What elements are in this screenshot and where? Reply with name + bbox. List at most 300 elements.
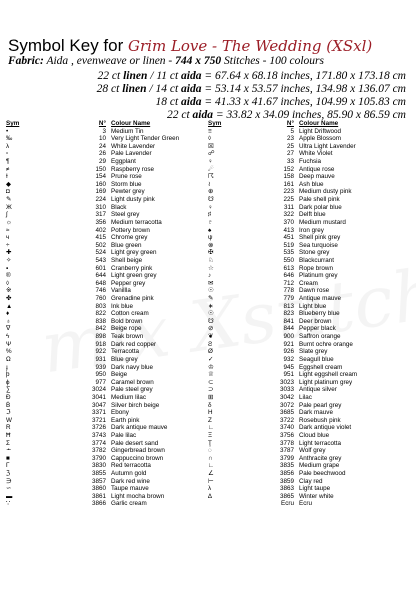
table-row (208, 249, 399, 257)
symbol-glyph: ∇ (6, 325, 11, 333)
table-row (6, 211, 201, 219)
thread-number: 413 (283, 226, 294, 234)
symbol-glyph: Ḃ (6, 401, 11, 409)
thread-number: 5 (290, 127, 294, 135)
colour-name: Blueberry blue (299, 310, 340, 318)
symbol-glyph: ◌ (208, 447, 212, 455)
colour-name: Blue grey (111, 355, 138, 363)
table-row (208, 303, 399, 311)
table-row (208, 394, 399, 402)
thread-number: 24 (98, 142, 106, 150)
table-row (208, 318, 399, 326)
thread-number: 161 (283, 180, 294, 188)
thread-number: 601 (95, 264, 106, 272)
table-row (6, 409, 201, 417)
table-row (6, 303, 201, 311)
colour-name: Ash blue (299, 180, 324, 188)
colour-name: Shell pink grey (299, 234, 341, 242)
symbol-glyph: ♁ (6, 317, 11, 325)
table-row (208, 333, 399, 341)
symbol-glyph: ▪ (6, 264, 9, 272)
table-row (208, 402, 399, 410)
table-row (6, 348, 201, 356)
thread-number: 3778 (279, 439, 294, 447)
symbol-glyph: ∑ (6, 386, 11, 394)
thread-number: 3756 (279, 431, 294, 439)
colour-name: Antique silver (299, 386, 337, 394)
symbol-glyph: Ø (208, 348, 213, 356)
thread-number: 3774 (91, 439, 106, 447)
thread-number: 613 (283, 264, 294, 272)
thread-number: 224 (95, 196, 106, 204)
colour-name: Dark antique mauve (111, 424, 168, 432)
symbol-glyph: Ħ (6, 431, 11, 439)
pattern-name: Grim Love - The Wedding (XSxl) (128, 37, 373, 55)
table-row (6, 128, 201, 136)
table-row (6, 432, 201, 440)
fabric-text: Aida , evenweave or linen - (43, 55, 176, 67)
table-row (6, 196, 201, 204)
table-row (208, 386, 399, 394)
symbol-glyph: ☋ (208, 317, 214, 325)
table-header-row (208, 120, 399, 128)
title-plain: Symbol Key for (8, 36, 128, 55)
thread-number: 3685 (279, 409, 294, 417)
table-row (6, 166, 201, 174)
thread-number: 3855 (91, 470, 106, 478)
symbol-glyph: λ (6, 142, 10, 150)
thread-number: 822 (95, 310, 106, 318)
thread-number: 3861 (91, 492, 106, 500)
colour-name: Pottery brown (111, 226, 150, 234)
colour-name: Ultra Light Lavender (299, 142, 356, 150)
thread-number: 939 (95, 363, 106, 371)
thread-number: 760 (95, 295, 106, 303)
symbol-glyph: ☼ (6, 218, 12, 226)
colour-name: Clay red (299, 477, 323, 485)
table-row (6, 333, 201, 341)
symbol-glyph: ∫ (6, 211, 8, 219)
colour-name: Medium grape (299, 462, 340, 470)
table-row (6, 356, 201, 364)
size-rest: = 67.64 x 68.18 inches, 171.80 x 173.18 cm (201, 70, 406, 82)
thread-number: 712 (283, 279, 294, 287)
symbol-glyph: ɟ (6, 363, 8, 371)
thread-number: 3740 (279, 424, 294, 432)
num-header: N° (98, 120, 106, 127)
size-prefix: 22 ct (97, 70, 124, 82)
size-bold2: aida (181, 83, 202, 95)
colour-name: Light platinum grey (299, 378, 353, 386)
table-row (6, 204, 201, 212)
symbol-glyph: ∋ (6, 477, 12, 485)
table-row (208, 204, 399, 212)
thread-number: 3024 (91, 386, 106, 394)
colour-name: Light dusty pink (111, 196, 155, 204)
symbol-glyph (208, 500, 232, 508)
symbol-glyph: ◊ (208, 135, 212, 143)
symbol-glyph: ◆ (6, 180, 11, 188)
colour-name: Iron grey (299, 226, 324, 234)
table-row (6, 257, 201, 265)
table-row (6, 272, 201, 280)
table-row (208, 432, 399, 440)
colour-name: Prune rose (111, 173, 142, 181)
symbol-glyph: ✧ (6, 256, 12, 264)
colour-name: Light taupe (299, 485, 331, 493)
thread-number: 3782 (91, 447, 106, 455)
colour-name: Earth pink (111, 416, 140, 424)
colour-name: Beige rope (111, 325, 142, 333)
table-row (208, 455, 399, 463)
colour-name: Cream (299, 279, 318, 287)
symbol-glyph: ⊂ (208, 378, 214, 386)
table-row (208, 128, 399, 136)
colour-name: Dark antique violet (299, 424, 352, 432)
fabric-rest: Stitches - 100 colours (221, 55, 324, 67)
thread-number: 225 (283, 196, 294, 204)
symbol-glyph: H (208, 409, 213, 417)
symbol-glyph: ☉ (208, 287, 214, 295)
symbol-glyph: ¶ (6, 158, 10, 166)
table-row (6, 440, 201, 448)
symbol-glyph: ⊃ (208, 386, 214, 394)
table-row (208, 227, 399, 235)
symbol-glyph: ≠ (6, 165, 10, 173)
table-row (6, 386, 201, 394)
colour-name: Eggshell cream (299, 363, 343, 371)
symbol-glyph: ℨ (6, 470, 10, 478)
table-row (6, 135, 201, 143)
thread-number: 524 (95, 249, 106, 257)
table-row (6, 188, 201, 196)
thread-number: 3790 (91, 454, 106, 462)
colour-name: Light blue (299, 302, 327, 310)
colour-name: Lilac (299, 393, 312, 401)
colour-name: Dark polar blue (299, 203, 342, 211)
symbol-glyph: ϟ (6, 333, 10, 341)
colour-name: Fuchsia (299, 158, 322, 166)
table-row (6, 158, 201, 166)
table-row (6, 462, 201, 470)
size-prefix: 18 ct (155, 96, 182, 108)
colour-name: White Violet (299, 150, 333, 158)
table-row (6, 341, 201, 349)
thread-number: 370 (283, 218, 294, 226)
table-row (6, 242, 201, 250)
symbol-glyph: ≈ (6, 226, 10, 234)
num-header: N° (286, 120, 294, 127)
size-bold: linen (122, 83, 147, 95)
symbol-glyph: δ (208, 401, 212, 409)
symbol-glyph: Ж (6, 203, 12, 211)
table-row (208, 166, 399, 174)
table-row (6, 417, 201, 425)
size-rest: = 33.82 x 34.09 inches, 85.90 x 86.59 cm (212, 109, 406, 121)
symbol-glyph: ⊢ (208, 477, 214, 485)
thread-number: 158 (283, 173, 294, 181)
thread-number: 646 (283, 272, 294, 280)
table-header-row (6, 120, 201, 128)
thread-number: 823 (283, 310, 294, 318)
thread-number: 26 (98, 150, 106, 158)
colour-name: Pepper grey (111, 279, 146, 287)
colour-name: Medium Tin (111, 127, 144, 135)
symbol-glyph: ⊕ (208, 188, 214, 196)
symbol-glyph: ∟ (208, 462, 215, 470)
thread-number: 550 (283, 256, 294, 264)
table-row (208, 447, 399, 455)
thread-number: 3033 (279, 386, 294, 394)
symbol-glyph: ∸ (6, 447, 12, 455)
thread-number: 918 (95, 340, 106, 348)
symbol-glyph: ☆ (208, 264, 214, 272)
symbol-glyph: ♘ (208, 256, 214, 264)
thread-number: 813 (283, 302, 294, 310)
colour-name: Deer brown (299, 317, 332, 325)
symbol-glyph: ■ (6, 454, 10, 462)
symbol-glyph: ч (6, 234, 10, 242)
symbol-glyph: ♔ (208, 363, 214, 371)
table-row (6, 173, 201, 181)
thread-number: 3042 (279, 393, 294, 401)
colour-name: Light grey green (111, 249, 157, 257)
symbol-glyph: W (6, 416, 12, 424)
size-bold: linen (123, 70, 148, 82)
fabric-label: Fabric: (8, 55, 44, 67)
colour-name: Gingerbread brown (111, 447, 165, 455)
thread-number: 535 (283, 249, 294, 257)
thread-number: 3830 (91, 462, 106, 470)
thread-number: 23 (286, 135, 294, 143)
thread-number: 900 (283, 333, 294, 341)
thread-number: 803 (95, 302, 106, 310)
size-rest: = 53.14 x 53.57 inches, 134.98 x 136.07 cm (201, 83, 406, 95)
colour-name: Stone grey (299, 249, 330, 257)
symbol-glyph: ◊ (6, 279, 10, 287)
colour-name: Pale shell pink (299, 196, 340, 204)
table-row (208, 440, 399, 448)
thread-number: 451 (283, 234, 294, 242)
table-row (208, 173, 399, 181)
colour-name-header: Colour Name (111, 120, 151, 127)
thread-number: 160 (95, 180, 106, 188)
thread-number: 746 (95, 287, 106, 295)
colour-name: Beige (111, 371, 128, 379)
table-row (208, 143, 399, 151)
thread-number: 648 (95, 279, 106, 287)
colour-name: Pale steel grey (111, 386, 153, 394)
colour-name: Pale lilac (111, 431, 137, 439)
symbol-glyph: ☒ (208, 142, 214, 150)
table-row (208, 462, 399, 470)
colour-name: Garlic cream (111, 500, 147, 508)
symbol-glyph: Ɨ (6, 173, 8, 181)
symbol-glyph: ♦ (6, 310, 10, 318)
colour-name: Shell beige (111, 256, 143, 264)
colour-name: Pale pearl grey (299, 401, 342, 409)
size-bold2: aida (192, 109, 213, 121)
colour-name: Light terracotta (299, 439, 342, 447)
colour-name: Pale Lavender (111, 150, 152, 158)
symbol-glyph: ≡ (208, 127, 212, 135)
colour-name: Wolf grey (299, 447, 326, 455)
symbol-glyph: ☈ (208, 173, 214, 181)
symbol-glyph: ♠ (208, 226, 212, 234)
thread-number: 10 (98, 135, 106, 143)
symbol-glyph: Σ (6, 439, 10, 447)
colour-name: Burnt ochre orange (299, 340, 353, 348)
size-prefix: 28 ct (96, 83, 123, 95)
colour-name: Medium mustard (299, 218, 346, 226)
thread-number: 841 (283, 317, 294, 325)
symbol-glyph: ✎ (6, 196, 12, 204)
thread-number: 921 (283, 340, 294, 348)
table-row (208, 325, 399, 333)
thread-number: 3726 (91, 424, 106, 432)
table-row (6, 379, 201, 387)
thread-number: 898 (95, 333, 106, 341)
symbol-table-right (208, 120, 399, 508)
thread-number: 317 (95, 211, 106, 219)
thread-number: 415 (95, 234, 106, 242)
colour-name: Delft blue (299, 211, 326, 219)
colour-name: Chrome grey (111, 234, 148, 242)
thread-number: 3023 (279, 378, 294, 386)
table-row (6, 265, 201, 273)
table-row (208, 379, 399, 387)
colour-name: Caramel brown (111, 378, 154, 386)
colour-name: Eggplant (111, 158, 136, 166)
table-row (6, 318, 201, 326)
thread-number: 3371 (91, 409, 106, 417)
thread-number: 932 (283, 355, 294, 363)
symbol-glyph: ◘ (6, 188, 10, 196)
table-row (6, 295, 201, 303)
table-row (208, 287, 399, 295)
thread-number: 3857 (91, 477, 106, 485)
symbol-glyph: ⊞ (208, 393, 214, 401)
symbol-glyph: ❦ (208, 333, 214, 341)
colour-name: Dark mauve (299, 409, 333, 417)
symbol-glyph: ♯ (208, 211, 212, 219)
symbol-glyph: ® (6, 272, 11, 280)
table-row (6, 310, 201, 318)
colour-name: Apple Blossom (299, 135, 341, 143)
symbol-glyph: þ (6, 371, 10, 379)
size-line (97, 83, 406, 95)
symbol-glyph: ∆ (208, 492, 212, 500)
colour-name: Steel grey (111, 211, 140, 219)
thread-number: 3866 (91, 500, 106, 508)
thread-number: 150 (95, 165, 106, 173)
table-row (208, 371, 399, 379)
table-row (208, 310, 399, 318)
thread-number: 169 (95, 188, 106, 196)
table-row (6, 394, 201, 402)
colour-name: Medium lilac (111, 393, 146, 401)
thread-number: 926 (283, 348, 294, 356)
symbol-glyph: Ψ (6, 340, 12, 348)
symbol-glyph: ✚ (6, 249, 12, 257)
symbol-glyph: ☉ (208, 310, 214, 318)
colour-name: Bold brown (111, 317, 143, 325)
thread-number: Ecru (281, 500, 294, 508)
colour-name: Light Driftwood (299, 127, 341, 135)
colour-name: Grenadine pink (111, 295, 154, 303)
symbol-glyph: ‰ (6, 135, 13, 143)
colour-name: Storm blue (111, 180, 142, 188)
thread-number: 3863 (279, 485, 294, 493)
symbol-table-left (6, 120, 201, 508)
thread-number: 310 (95, 203, 106, 211)
symbol-glyph: Ƨ (208, 340, 213, 348)
symbol-glyph: ▫ (6, 150, 9, 158)
colour-name: Ebony (111, 409, 129, 417)
thread-number: 951 (283, 371, 294, 379)
colour-name: Silver birch beige (111, 401, 160, 409)
table-row (208, 493, 399, 501)
thread-number: 3721 (91, 416, 106, 424)
table-row (6, 402, 201, 410)
symbol-glyph: ▬ (6, 492, 13, 500)
thread-number: 3047 (91, 401, 106, 409)
colour-name: Light eggshell cream (299, 371, 358, 379)
colour-name: Autumn gold (111, 470, 147, 478)
symbol-glyph: • (6, 127, 9, 135)
table-row (6, 249, 201, 257)
symbol-glyph: Z (208, 416, 212, 424)
table-row (208, 348, 399, 356)
table-row (208, 356, 399, 364)
sym-header: Sym (208, 120, 222, 127)
thread-number: 33 (286, 158, 294, 166)
symbol-glyph: ♀ (208, 158, 213, 166)
size-bold2: aida (181, 70, 202, 82)
colour-name: Cranberry pink (111, 264, 153, 272)
size-mid: / 11 ct (147, 70, 182, 82)
colour-name: Medium dusty pink (299, 188, 352, 196)
thread-number: 779 (283, 295, 294, 303)
table-row (6, 485, 201, 493)
table-row (208, 500, 399, 508)
table-row (208, 364, 399, 372)
symbol-glyph: ☋ (208, 196, 214, 204)
symbol-glyph: ∩ (208, 454, 213, 462)
table-row (6, 150, 201, 158)
table-row (208, 196, 399, 204)
thread-number: 778 (283, 287, 294, 295)
table-row (6, 447, 201, 455)
symbol-glyph: ∽ (6, 485, 12, 493)
table-row (208, 295, 399, 303)
symbol-glyph: ✎ (208, 295, 214, 303)
symbol-glyph: ψ (208, 234, 213, 242)
symbol-glyph: ♇ (208, 218, 213, 226)
thread-number: 311 (283, 203, 294, 211)
table-row (208, 272, 399, 280)
thread-number: 27 (286, 150, 294, 158)
colour-name: Dark navy blue (111, 363, 153, 371)
thread-number: 644 (95, 272, 106, 280)
symbol-glyph: Đ (6, 393, 11, 401)
thread-number: 3860 (91, 485, 106, 493)
colour-name: Winter white (299, 492, 334, 500)
table-row (6, 234, 201, 242)
table-row (6, 371, 201, 379)
colour-name: Slate grey (299, 348, 328, 356)
colour-name: Seagull blue (299, 355, 334, 363)
